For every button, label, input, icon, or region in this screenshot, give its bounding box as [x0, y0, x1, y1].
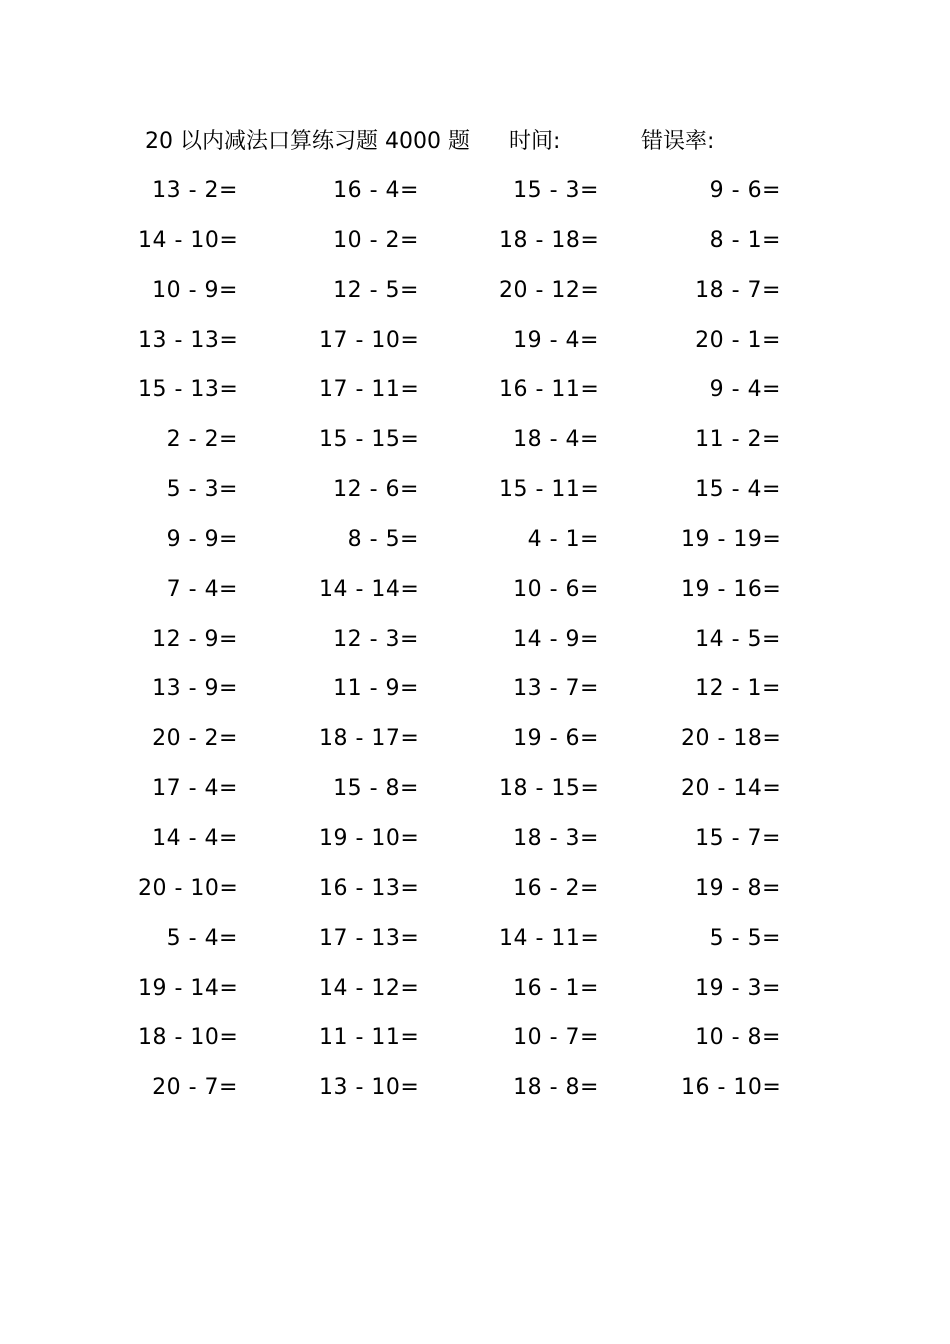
problem-row: [0, 569, 950, 619]
subtraction-problem: 15 - 13=: [138, 377, 239, 403]
subtraction-problem: 15 - 15=: [319, 427, 420, 453]
error-rate-label: 错误率:: [641, 129, 715, 154]
problem-row: [0, 320, 950, 370]
problem-row: [0, 519, 950, 569]
subtraction-problem: 20 - 18=: [681, 726, 782, 752]
subtraction-problem: 14 - 4=: [152, 825, 238, 851]
subtraction-problem: 14 - 12=: [319, 975, 420, 1001]
subtraction-problem: 15 - 4=: [695, 477, 781, 503]
subtraction-problem: 15 - 8=: [333, 776, 419, 802]
problem-row: [0, 170, 950, 220]
subtraction-problem: 16 - 4=: [333, 178, 419, 203]
subtraction-problem: 13 - 2=: [152, 178, 238, 203]
problem-row: [0, 1067, 950, 1117]
subtraction-problem: 19 - 3=: [695, 975, 781, 1001]
problem-row: [0, 419, 950, 469]
subtraction-problem: 19 - 14=: [138, 975, 239, 1001]
problem-row: [0, 469, 950, 519]
subtraction-problem: 5 - 5=: [709, 925, 781, 951]
subtraction-problem: 9 - 6=: [709, 178, 781, 203]
subtraction-problem: 19 - 19=: [681, 526, 782, 552]
subtraction-problem: 20 - 14=: [681, 776, 782, 802]
subtraction-problem: 8 - 1=: [709, 227, 781, 253]
subtraction-problem: 9 - 4=: [709, 377, 781, 403]
subtraction-problem: 14 - 14=: [319, 576, 420, 602]
subtraction-problem: 12 - 6=: [333, 477, 419, 503]
problem-row: [0, 270, 950, 320]
subtraction-problem: 10 - 9=: [152, 277, 238, 303]
subtraction-problem: 14 - 10=: [138, 227, 239, 253]
subtraction-problem: 16 - 10=: [681, 1075, 782, 1101]
problem-row: [0, 818, 950, 868]
problem-row: [0, 1017, 950, 1067]
worksheet-header: [0, 124, 950, 160]
subtraction-problem: 16 - 13=: [319, 875, 420, 901]
problem-row: [0, 868, 950, 918]
problem-row: [0, 918, 950, 968]
subtraction-problem: 19 - 10=: [319, 825, 420, 851]
subtraction-problem: 15 - 3=: [513, 178, 599, 203]
subtraction-problem: 5 - 4=: [166, 925, 238, 951]
subtraction-problem: 7 - 4=: [166, 576, 238, 602]
subtraction-problem: 16 - 2=: [513, 875, 599, 901]
subtraction-problem: 13 - 10=: [319, 1075, 420, 1101]
subtraction-problem: 14 - 9=: [513, 626, 599, 652]
subtraction-problem: 4 - 1=: [527, 526, 599, 552]
subtraction-problem: 17 - 11=: [319, 377, 420, 403]
subtraction-problem: 20 - 7=: [152, 1075, 238, 1101]
problem-row: [0, 220, 950, 270]
subtraction-problem: 12 - 3=: [333, 626, 419, 652]
subtraction-problem: 19 - 6=: [513, 726, 599, 752]
subtraction-problem: 10 - 8=: [695, 1025, 781, 1051]
problem-row: [0, 718, 950, 768]
problem-grid: [0, 170, 950, 1117]
subtraction-problem: 19 - 4=: [513, 327, 599, 353]
problem-row: [0, 768, 950, 818]
subtraction-problem: 18 - 7=: [695, 277, 781, 303]
subtraction-problem: 18 - 3=: [513, 825, 599, 851]
subtraction-problem: 18 - 4=: [513, 427, 599, 453]
subtraction-problem: 18 - 10=: [138, 1025, 239, 1051]
subtraction-problem: 19 - 8=: [695, 875, 781, 901]
subtraction-problem: 19 - 16=: [681, 576, 782, 602]
subtraction-problem: 10 - 2=: [333, 227, 419, 253]
subtraction-problem: 20 - 1=: [695, 327, 781, 353]
problem-row: [0, 668, 950, 718]
subtraction-problem: 13 - 7=: [513, 676, 599, 702]
subtraction-problem: 18 - 18=: [499, 227, 600, 253]
subtraction-problem: 17 - 10=: [319, 327, 420, 353]
subtraction-problem: 14 - 11=: [499, 925, 600, 951]
subtraction-problem: 12 - 5=: [333, 277, 419, 303]
problem-row: [0, 369, 950, 419]
subtraction-problem: 20 - 10=: [138, 875, 239, 901]
subtraction-problem: 20 - 2=: [152, 726, 238, 752]
time-label: 时间:: [509, 129, 561, 154]
worksheet-title: 20 以内减法口算练习题 4000 题: [145, 129, 470, 154]
subtraction-problem: 11 - 11=: [319, 1025, 420, 1051]
problem-row: [0, 619, 950, 669]
subtraction-problem: 20 - 12=: [499, 277, 600, 303]
subtraction-problem: 11 - 2=: [695, 427, 781, 453]
subtraction-problem: 16 - 11=: [499, 377, 600, 403]
subtraction-problem: 15 - 7=: [695, 825, 781, 851]
subtraction-problem: 12 - 9=: [152, 626, 238, 652]
subtraction-problem: 10 - 7=: [513, 1025, 599, 1051]
subtraction-problem: 11 - 9=: [333, 676, 419, 702]
subtraction-problem: 13 - 13=: [138, 327, 239, 353]
subtraction-problem: 8 - 5=: [347, 526, 419, 552]
subtraction-problem: 12 - 1=: [695, 676, 781, 702]
subtraction-problem: 9 - 9=: [166, 526, 238, 552]
subtraction-problem: 16 - 1=: [513, 975, 599, 1001]
subtraction-problem: 18 - 17=: [319, 726, 420, 752]
subtraction-problem: 18 - 8=: [513, 1075, 599, 1101]
subtraction-problem: 13 - 9=: [152, 676, 238, 702]
subtraction-problem: 18 - 15=: [499, 776, 600, 802]
subtraction-problem: 17 - 13=: [319, 925, 420, 951]
subtraction-problem: 14 - 5=: [695, 626, 781, 652]
subtraction-problem: 15 - 11=: [499, 477, 600, 503]
subtraction-problem: 17 - 4=: [152, 776, 238, 802]
subtraction-problem: 2 - 2=: [166, 427, 238, 453]
subtraction-problem: 10 - 6=: [513, 576, 599, 602]
problem-row: [0, 968, 950, 1018]
subtraction-problem: 5 - 3=: [166, 477, 238, 503]
